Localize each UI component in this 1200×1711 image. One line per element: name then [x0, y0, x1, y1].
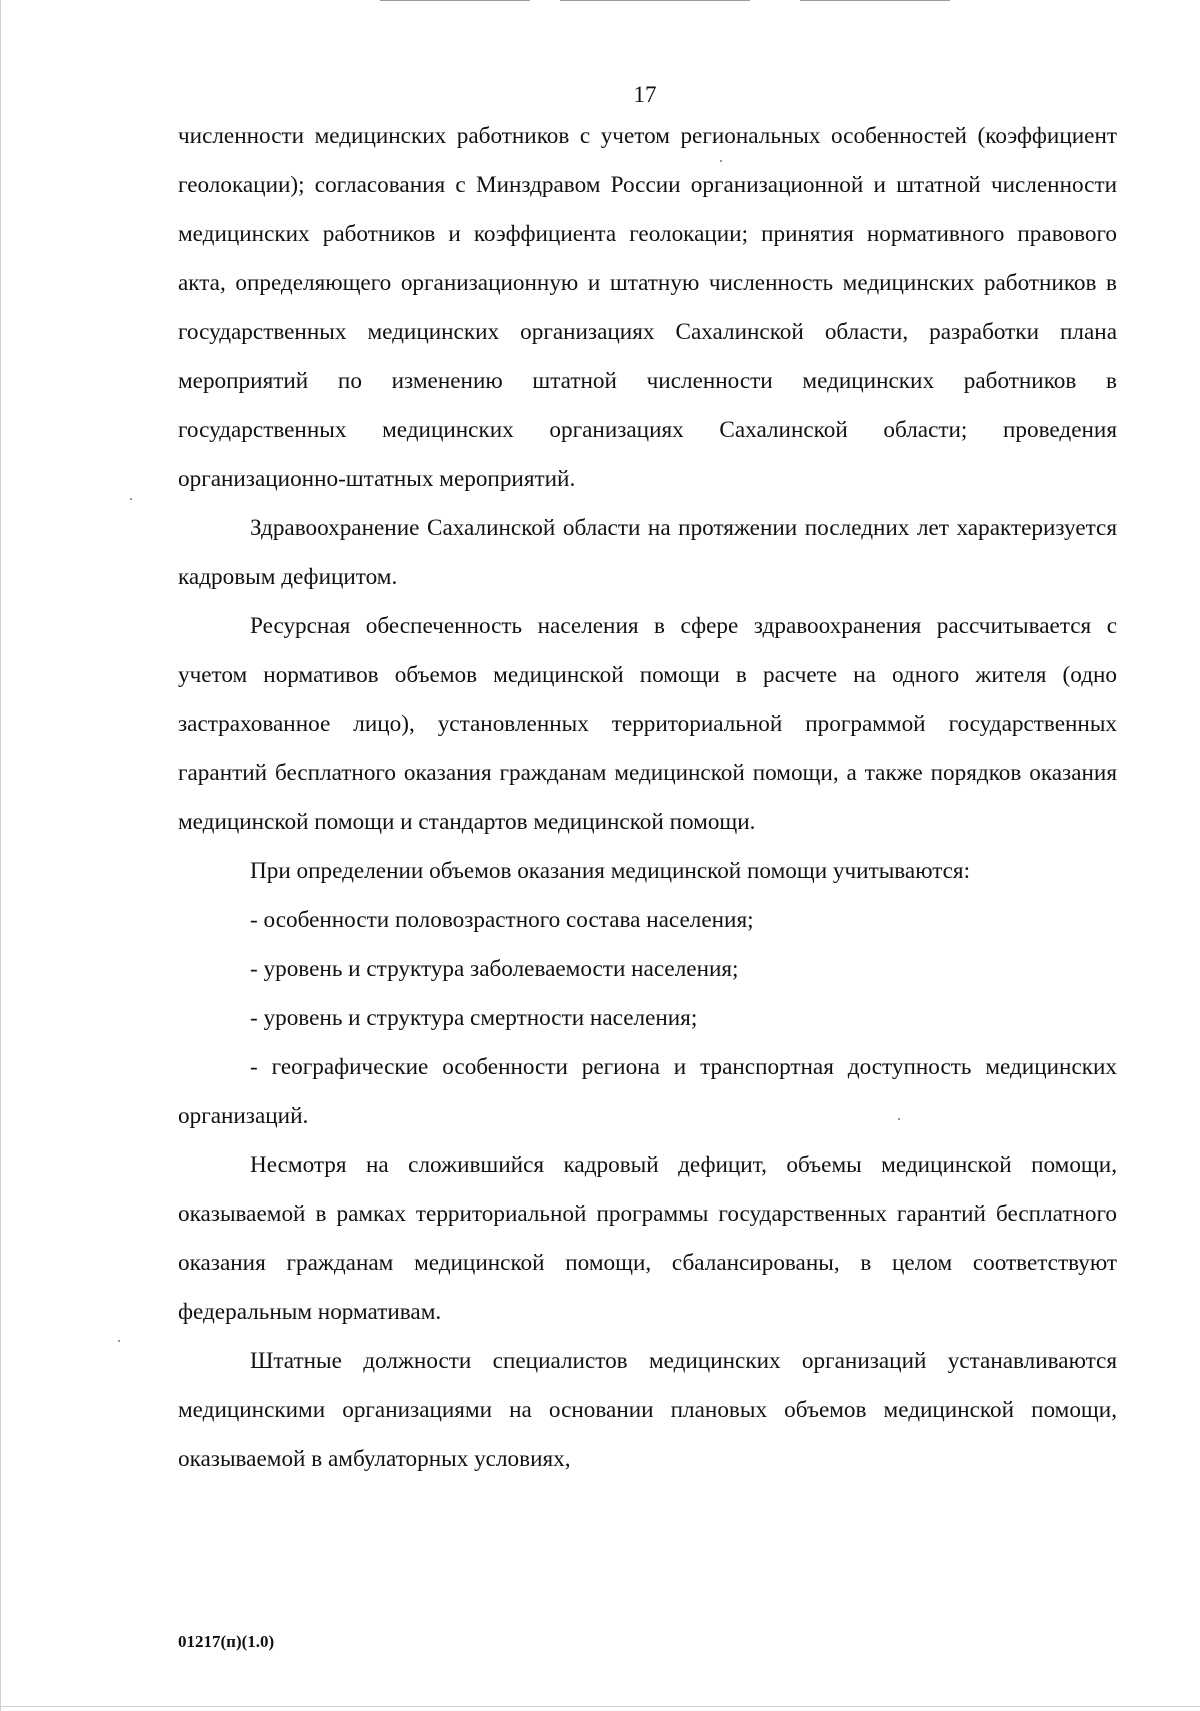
paragraph: численности медицинских работников с учетом региональных особенностей (коэффициент геолокации); согласования с Минздравом России организационной и штатной численности медицинских работников и коэффициента геолокации; принятия нормативного правового акта, определяющего организационную и штатную численность медицинских работников в государственных медицинских организациях Сахалинской области, разработки плана мероприятий по изменению штатной численности медицинских работников в государственных медицинских организациях Сахалинской области; проведения организационно-штатных мероприятий. [178, 123, 1117, 492]
paragraph: При определении объемов оказания медицинской помощи учитываются: [250, 858, 971, 884]
list-item: - уровень и структура заболеваемости населения; [250, 956, 739, 982]
scan-edge [0, 0, 1, 1711]
scan-artifact-line [560, 0, 750, 1]
document-code: 01217(п)(1.0) [178, 1632, 275, 1651]
scan-speck [118, 1340, 120, 1342]
paragraph: Здравоохранение Сахалинской области на протяжении последних лет характеризуется кадровым дефицитом. [178, 515, 1117, 590]
scan-speck [720, 160, 722, 162]
paragraph: Штатные должности специалистов медицинских организаций устанавливаются медицинскими организациями на основании плановых объемов медицинской помощи, оказываемой в амбулаторных условиях, [178, 1348, 1117, 1472]
list-item: - особенности половозрастного состава населения; [250, 907, 754, 933]
paragraph: Ресурсная обеспеченность населения в сфере здравоохранения рассчитывается с учетом нормативов объемов медицинской помощи в расчете на одного жителя (одно застрахованное лицо), установленных территориальной программой государственных гарантий бесплатного оказания гражданам медицинской помощи, а также порядков оказания медицинской помощи и стандартов медицинской помощи. [178, 613, 1117, 835]
paragraph: Несмотря на сложившийся кадровый дефицит, объемы медицинской помощи, оказываемой в рамках территориальной программы государственных гарантий бесплатного оказания гражданам медицинской помощи, сбалансированы, в целом соответствуют федеральным нормативам. [178, 1152, 1117, 1325]
page-number: 17 [633, 82, 657, 107]
document-body [178, 112, 1117, 1484]
scan-speck [898, 1118, 900, 1120]
scan-speck [130, 498, 132, 500]
scan-artifact-line [0, 1706, 1200, 1707]
list-item: - уровень и структура смертности населения; [250, 1005, 698, 1031]
scan-artifact-line [380, 0, 530, 1]
list-item: - географические особенности региона и транспортная доступность медицинских организаций. [178, 1054, 1117, 1129]
scan-artifact-line [800, 0, 950, 1]
